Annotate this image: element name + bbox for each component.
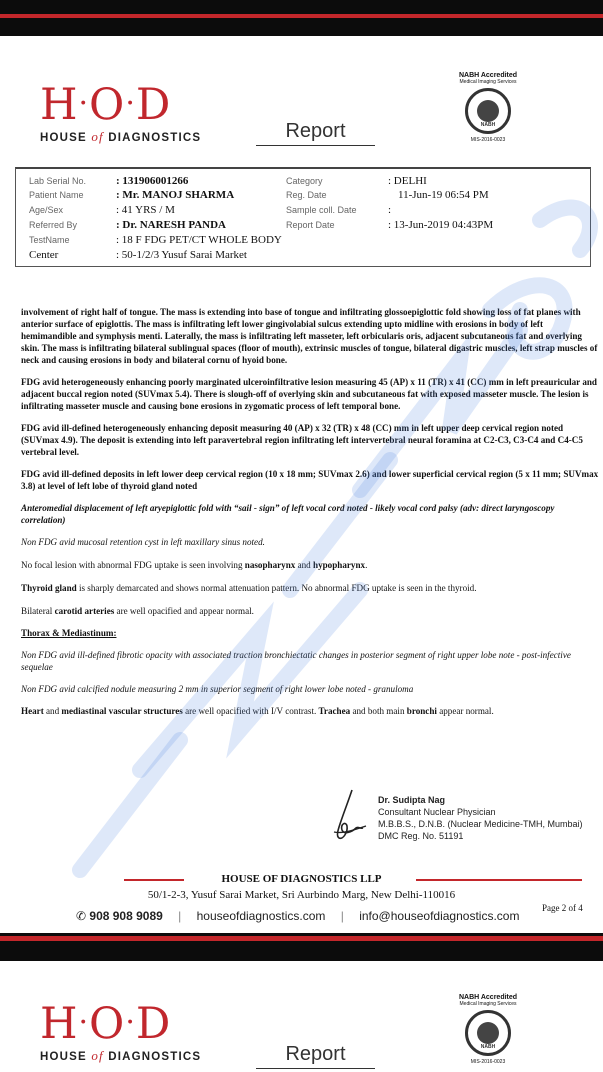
footer-email[interactable]: info@houseofdiagnostics.com	[359, 909, 520, 923]
footer-contact: ✆ 908 908 9089 | houseofdiagnostics.com | info@houseofdiagnostics.com	[76, 909, 520, 923]
patient-info-box	[15, 167, 591, 267]
footer-address: 50/1-2-3, Yusuf Sarai Market, Sri Aurbindo Marg, New Delhi-110016	[147, 889, 456, 901]
phone-icon: ✆	[76, 909, 87, 923]
finding-paragraph: Bilateral carotid arteries are well opacified and appear normal.	[21, 606, 254, 616]
bottom-red-stripe	[0, 936, 603, 941]
patient-row: Referred By : Dr. NARESH PANDA Report Date : 13-Jun-2019 04:43PM	[29, 219, 494, 231]
nabh-cert-no: MIS-2016-0023	[470, 137, 506, 143]
finding-paragraph: involvement of right half of tongue. The mass is extending into base of tongue and infiltrating glossoepiglottic fold showing loss of fat planes with anterior surface of epiglottis. The mass is infiltrating left lower gingivolabial sulcus extending upto midline with erosions in body of left hemimandible and symphysis menti. Laterally, the mass is infiltrating left masseter, left orbicularis oris, adjacent subcutaneous fat and overlying skin. The mass is infiltrating bilateral sublingual spaces (floor of mouth), extrinsic muscles of tongue, bilateral digastric muscles, left strap muscles of neck and causing erosions in body and bilateral cornu of hyoid bone.	[21, 307, 598, 365]
footer-company: HOUSE OF DIAGNOSTICS LLP	[221, 873, 382, 885]
patient-row: TestName : 18 F FDG PET/CT WHOLE BODY	[29, 234, 282, 246]
report-findings	[21, 306, 599, 717]
footer-phone[interactable]: 908 908 9089	[89, 909, 163, 923]
reg-date-value: 11-Jun-19 06:54 PM	[398, 189, 489, 201]
nabh-accreditation	[447, 72, 529, 143]
top-red-stripe	[0, 14, 603, 18]
age-sex-value: : 41 YRS / M	[116, 204, 175, 216]
patient-row: Lab Serial No. : 131906001266 Category : DELHI	[29, 175, 427, 187]
doctor-title: Consultant Nuclear Physician	[378, 807, 496, 817]
sample-date-value: :	[388, 204, 392, 216]
top-header-bar	[0, 0, 603, 36]
finding-paragraph: Non FDG avid ill-defined fibrotic opacity with associated traction bronchiectatic changes in posterior segment of right upper lobe note - post-infective sequelae	[21, 650, 571, 672]
patient-row: Patient Name : Mr. MANOJ SHARMA Reg. Date 11-Jun-19 06:54 PM	[29, 189, 489, 201]
finding-paragraph: FDG avid ill-defined heterogeneously enhancing deposit measuring 40 (AP) x 32 (TR) x 48 (CC) mm in left upper deep cervical region noted (SUVmax 4.9). The deposit is extending into left paravertebral region infiltrating left intervertebral neural foramina at C2-C3, C3-C4 and C4-C5 vertebral level.	[21, 423, 583, 457]
finding-paragraph: No focal lesion with abnormal FDG uptake is seen involving nasopharynx and hypopharynx.	[21, 560, 368, 570]
finding-paragraph: Thyroid gland is sharply demarcated and shows normal attenuation pattern. No abnormal FDG uptake is seen in the thyroid.	[21, 583, 477, 593]
patient-row: Age/Sex : 41 YRS / M Sample coll. Date :	[29, 204, 392, 216]
report-date-value: : 13-Jun-2019 04:43PM	[388, 219, 494, 231]
nabh-seal-icon: NABH	[465, 1010, 511, 1056]
brand-letters: H·O·D	[40, 80, 172, 130]
nabh-seal-icon: NABH	[465, 88, 511, 134]
finding-paragraph: Non FDG avid mucosal retention cyst in left maxillary sinus noted.	[21, 537, 265, 547]
report-title: Report	[256, 1043, 375, 1069]
patient-name-value: : Mr. MANOJ SHARMA	[116, 189, 235, 201]
doctor-degrees: M.B.B.S., D.N.B. (Nuclear Medicine-TMH, Mumbai)	[378, 819, 583, 829]
brand-name: HOUSE of DIAGNOSTICS	[40, 129, 202, 144]
finding-paragraph: Anteromedial displacement of left aryepiglottic fold with “sail - sign” of left vocal cord noted - likely vocal cord palsy (adv: direct laryngoscopy correlation)	[21, 503, 555, 525]
doctor-reg-no: DMC Reg. No. 51191	[378, 831, 464, 841]
finding-paragraph: Non FDG avid calcified nodule measuring 2 mm in superior segment of right lower lobe noted - granuloma	[21, 684, 414, 694]
center-value: : 50-1/2/3 Yusuf Sarai Market	[116, 249, 247, 261]
signature-graphic	[330, 788, 370, 844]
section-heading-thorax: Thorax & Mediastinum:	[21, 628, 117, 638]
category-value: : DELHI	[388, 175, 427, 187]
footer-website[interactable]: houseofdiagnostics.com	[196, 909, 326, 923]
nabh-accreditation: NABH Accredited Medical Imaging Services NABH MIS-2016-0023	[458, 994, 518, 1065]
nabh-subtitle: Medical Imaging Services	[459, 79, 517, 85]
report-title: Report	[256, 120, 375, 146]
doctor-name: Dr. Sudipta Nag	[378, 795, 446, 805]
referred-by-value: : Dr. NARESH PANDA	[116, 219, 226, 231]
finding-paragraph: Heart and mediastinal vascular structures are well opacified with I/V contrast. Trachea and both main bronchi appear normal.	[21, 706, 494, 716]
brand-letters: H·O·D	[40, 999, 172, 1049]
lab-serial-value: : 131906001266	[116, 175, 189, 187]
brand-logo	[40, 1001, 201, 1064]
brand-name: HOUSE of DIAGNOSTICS	[40, 1048, 202, 1063]
doctor-signature-block	[378, 794, 583, 842]
page-number: Page 2 of 4	[542, 903, 583, 913]
brand-logo	[40, 82, 201, 145]
patient-row: Center : 50-1/2/3 Yusuf Sarai Market	[29, 249, 247, 261]
finding-paragraph: FDG avid ill-defined deposits in left lower deep cervical region (10 x 18 mm; SUVmax 2.6) and lower superficial cervical region (5 x 11 mm; SUVmax 3.8) at level of left lobe of thyroid gland noted	[21, 469, 599, 491]
nabh-title: NABH Accredited	[458, 72, 518, 79]
test-name-value: : 18 F FDG PET/CT WHOLE BODY	[116, 234, 282, 246]
finding-paragraph: FDG avid heterogeneously enhancing poorly marginated ulceroinfiltrative lesion measuring 45 (AP) x 11 (TR) x 41 (CC) mm in left preauricular and adjacent buccal region noted (SUVmax 5.4). There is slough-off of overlying skin and subcutaneous fat with exposed masseter muscle. The lesion is infiltrating masseter muscle and causing bone erosions in zygomatic process of left temporal bone.	[21, 377, 597, 411]
